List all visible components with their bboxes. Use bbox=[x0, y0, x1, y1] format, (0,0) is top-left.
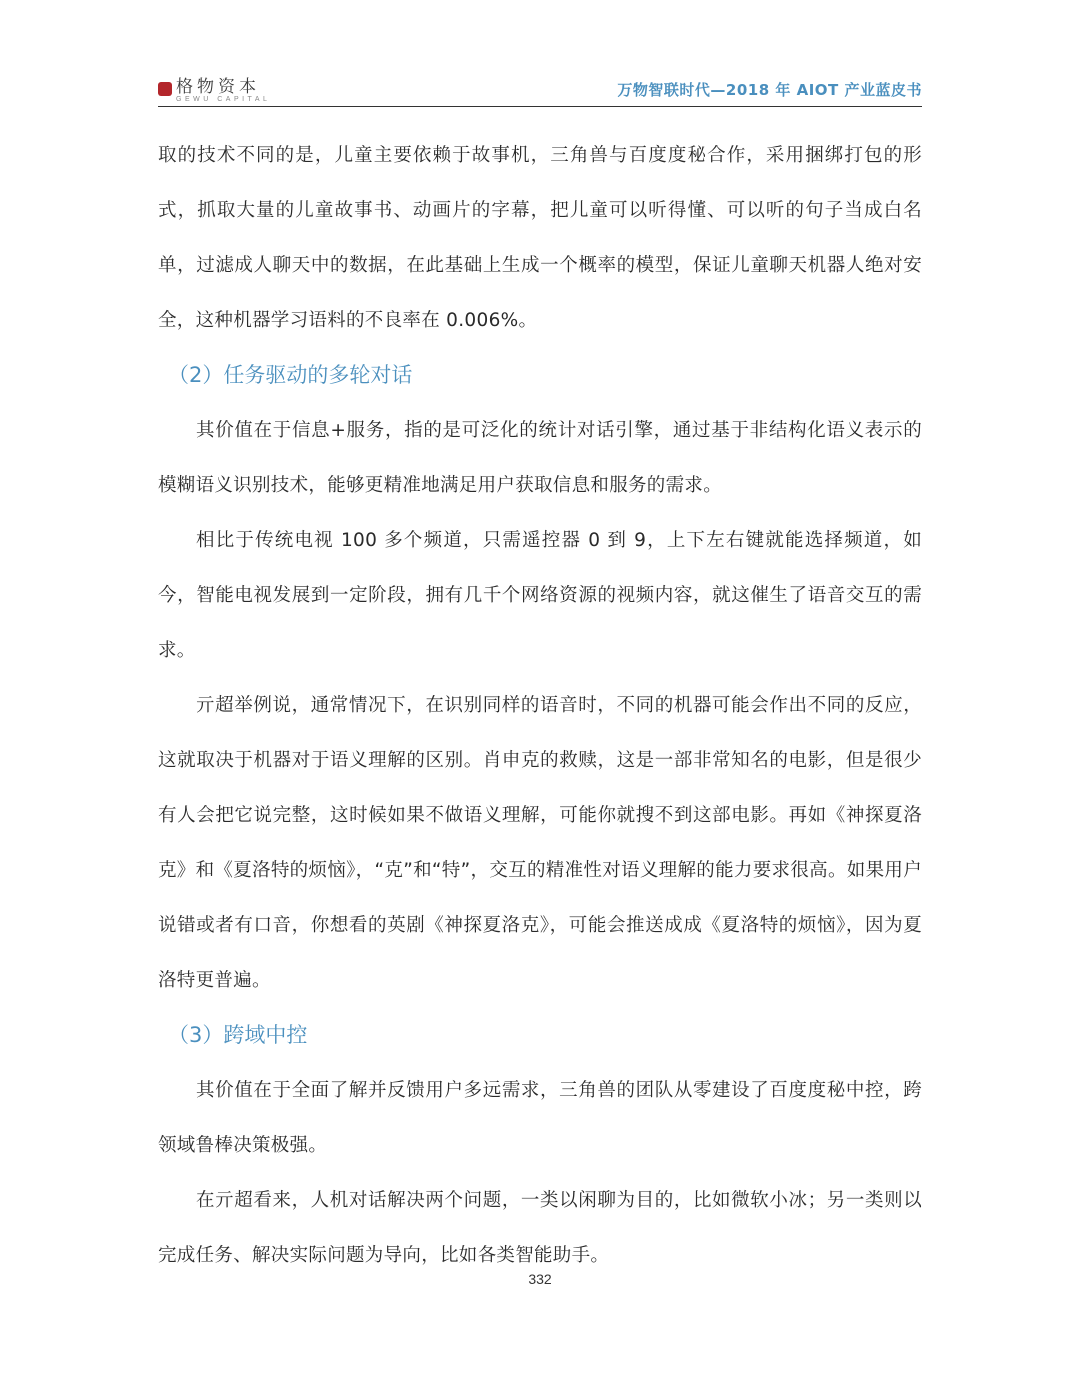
paragraph: 亓超举例说，通常情况下，在识别同样的语音时，不同的机器可能会作出不同的反应，这就取决于机器对于语义理解的区别。肖申克的救赎，这是一部非常知名的电影，但是很少有人会把它说完整，这时候如果不做语义理解，可能你就搜不到这部电影。再如《神探夏洛克》和《夏洛特的烦恼》，“克”和“特”，交互的精准性对语义理解的能力要求很高。如果用户说错或者有口音，你想看的英剧《神探夏洛克》，可能会推送成成《夏洛特的烦恼》，因为夏洛特更普遍。 bbox=[158, 695, 922, 991]
paragraph: 其价值在于全面了解并反馈用户多远需求，三角兽的团队从零建设了百度度秘中控，跨领域鲁棒决策极强。 bbox=[158, 1080, 922, 1156]
paragraph: 在亓超看来，人机对话解决两个问题，一类以闲聊为目的，比如微软小冰；另一类则以完成任务、解决实际问题为导向，比如各类智能助手。 bbox=[158, 1190, 922, 1266]
page-number: 332 bbox=[528, 1271, 552, 1287]
paragraph: 相比于传统电视 100 多个频道，只需遥控器 0 到 9，上下左右键就能选择频道，如今，智能电视发展到一定阶段，拥有几千个网络资源的视频内容，就这催生了语音交互的需求。 bbox=[158, 530, 922, 661]
section-heading-cross-domain-control: （3）跨域中控 bbox=[168, 1023, 308, 1047]
brand-logo bbox=[158, 78, 270, 104]
logo-seal-icon bbox=[158, 82, 172, 96]
logo-chinese-text: 格物资本 bbox=[176, 77, 260, 97]
paragraph-continued: 取的技术不同的是，儿童主要依赖于故事机，三角兽与百度度秘合作，采用捆绑打包的形式，抓取大量的儿童故事书、动画片的字幕，把儿童可以听得懂、可以听的句子当成白名单，过滤成人聊天中的数据，在此基础上生成一个概率的模型，保证儿童聊天机器人绝对安全，这种机器学习语料的不良率在 0.006%。 bbox=[158, 145, 922, 331]
page-header bbox=[158, 70, 922, 107]
logo-english-text: GEWU CAPITAL bbox=[176, 96, 271, 103]
document-title: 万物智联时代—2018 年 AIOT 产业蓝皮书 bbox=[617, 81, 922, 99]
paragraph: 其价值在于信息+服务，指的是可泛化的统计对话引擎，通过基于非结构化语义表示的模糊语义识别技术，能够更精准地满足用户获取信息和服务的需求。 bbox=[158, 420, 922, 496]
section-heading-task-driven-dialogue: （2）任务驱动的多轮对话 bbox=[168, 363, 413, 387]
page-body bbox=[158, 128, 922, 1283]
